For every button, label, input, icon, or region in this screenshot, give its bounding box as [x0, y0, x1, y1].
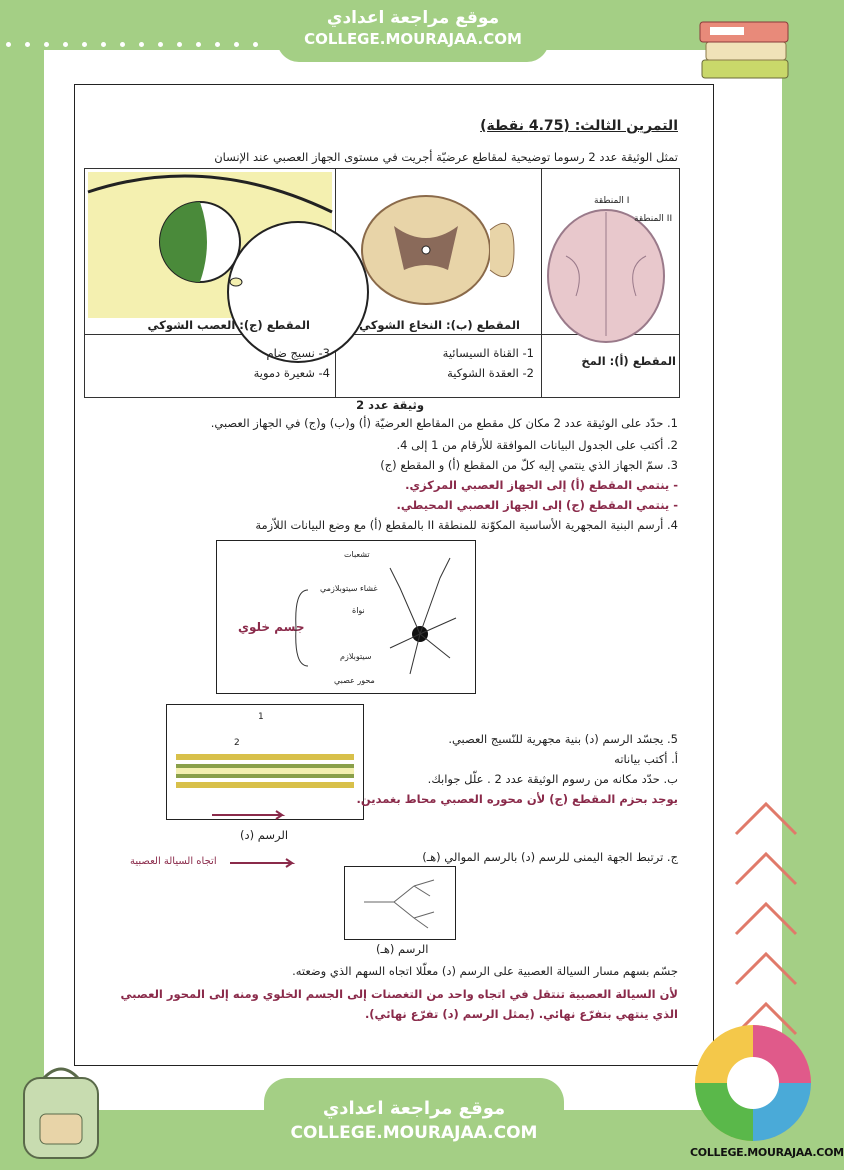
footer-site-url[interactable]: COLLEGE.MOURAJAA.COM: [290, 1123, 538, 1143]
chevron-decoration: [732, 790, 802, 1050]
site-logo: [692, 1022, 814, 1144]
neuron-drawing: [380, 548, 470, 678]
spinal-cord-drawing: [354, 190, 524, 310]
terminal-branch-drawing: [354, 872, 444, 932]
label-c-4: 4- شعيرة دموية: [253, 366, 330, 380]
direction-arrow-icon: [230, 858, 300, 868]
question-2: 2. أكتب على الجدول البيانات الموافقة للأرقام من 1 إلى 4.: [396, 438, 678, 452]
neuron-body-label: جسم خلوي: [238, 620, 305, 634]
caption-a: المقطع (أ): المخ: [581, 354, 676, 368]
question-6: جسّم بسهم مسار السيالة العصبية على الرسم (د) معلّلا اتجاه السهم الذي وضعته.: [292, 964, 678, 978]
exercise-intro: تمثل الوثيقة عدد 2 رسوما توضيحية لمقاطع عرضيّة أجريت في مستوى الجهاز العصبي عند الإنسان: [214, 150, 678, 164]
question-5: 5. يجسّد الرسم (د) بنية مجهرية للنّسيج العصبي.: [448, 732, 678, 746]
exercise-title: التمرين الثالث: (4.75 نقطة): [480, 118, 678, 134]
neuron-label-5: محور عصبي: [334, 676, 375, 685]
answer-5b: يوجد بحزم المقطع (ج) لأن محوره العصبي محاط بغمدين.: [356, 792, 678, 806]
neuron-label-3: نواة: [352, 606, 365, 615]
zone-label-1: المنطقة I: [594, 196, 630, 206]
drawing-e-caption: الرسم (هـ): [376, 942, 429, 956]
drawing-d-caption: الرسم (د): [240, 828, 289, 842]
neuron-label-2: غشاء سيتوبلازمي: [320, 584, 378, 593]
answer-6: لأن السيالة العصبية تنتقل في اتجاه واحد من التغصنات إلى الجسم الخلوي ومنه إلى المحور العصبي الذي ينتهي بتفرّع نهائي. (يمثل الرسم (د) تفرّع نهائي).: [120, 987, 678, 1021]
question-4: 4. أرسم البنية المجهرية الأساسية المكوّنة للمنطقة II بالمقطع (أ) مع وضع البيانات اللاّزمة: [255, 518, 678, 532]
question-1: 1. حدّد على الوثيقة عدد 2 مكان كل مقطع من المقاطع العرضيّة (أ) و(ب) و(ج) في الجهاز العصبي.: [210, 416, 678, 430]
axon-label-2: 2: [234, 738, 240, 748]
caption-b: المقطع (ب): النخاع الشوكي: [359, 318, 520, 332]
books-icon: [696, 14, 796, 94]
spinal-nerve-drawing: [88, 172, 332, 318]
doc-label: وثيقة عدد 2: [356, 398, 424, 412]
question-3: 3. سمّ الجهاز الذي ينتمي إليه كلّ من المقطع (أ) و المقطع (ج): [380, 458, 678, 472]
arrow-label: اتجاه السيالة العصبية: [130, 856, 217, 867]
neuron-label-1: تشعبات: [344, 550, 370, 559]
backpack-icon: [14, 1060, 108, 1164]
question-5a: أ. أكتب بياناته: [614, 752, 678, 766]
axon-drawing: [176, 740, 354, 800]
logo-text: COLLEGE.MOURAJAA.COM: [690, 1146, 844, 1159]
label-b-1: 1- القناة السيسائية: [442, 346, 534, 360]
answer-3-1: - ينتمي المقطع (أ) إلى الجهاز العصبي المركزي.: [405, 478, 678, 492]
caption-c: المقطع (ج): العصب الشوكي: [147, 318, 310, 332]
header-site-url[interactable]: COLLEGE.MOURAJAA.COM: [304, 30, 522, 48]
label-b-2: 2- العقدة الشوكية: [447, 366, 534, 380]
footer-site-name: موقع مراجعة اعدادي: [322, 1098, 506, 1119]
question-5c: ج. ترتبط الجهة اليمنى للرسم (د) بالرسم الموالي (هـ): [422, 850, 678, 864]
arrow-right-icon: [212, 810, 292, 820]
question-5b: ب. حدّد مكانه من رسوم الوثيقة عدد 2 . علّل جوابك.: [427, 772, 678, 786]
axon-label-1: 1: [258, 712, 264, 722]
header-banner: [277, 0, 549, 62]
neuron-label-4: سيتوبلازم: [340, 652, 372, 661]
answer-3-2: - ينتمي المقطع (ج) إلى الجهاز العصبي المحيطي.: [396, 498, 678, 512]
footer-banner: [264, 1078, 564, 1170]
decorative-dots: [6, 42, 258, 47]
header-site-name: موقع مراجعة اعدادي: [326, 8, 500, 28]
bracket-icon: [290, 588, 310, 668]
zone-label-2: المنطقة II: [634, 214, 673, 224]
label-c-3: 3- نسيج ضام: [266, 346, 330, 360]
